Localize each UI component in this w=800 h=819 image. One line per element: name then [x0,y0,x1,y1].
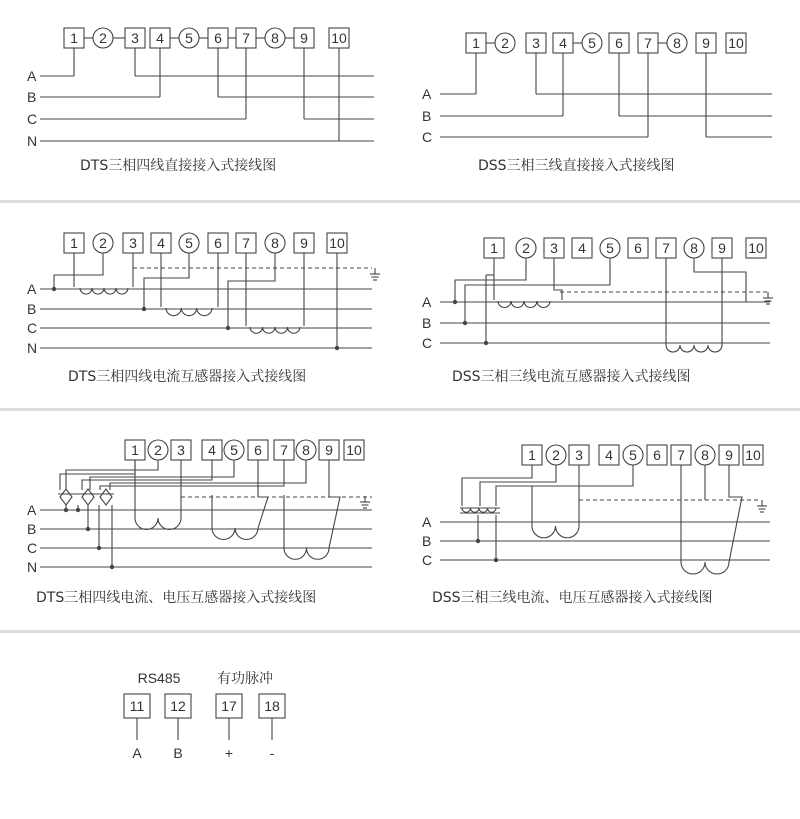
pulse-output-title: 有功脉冲 [217,670,273,686]
aux-label-1: A [132,745,142,761]
dts-ct-terminal-8 [265,233,285,253]
terminal-number: 3 [131,30,139,46]
dts-direct-terminal-4 [150,28,170,48]
wire [258,460,268,528]
terminal-number: 1 [70,30,78,46]
terminal-number: 9 [325,442,333,458]
dts-direct-terminal-1 [64,28,84,48]
junction-dot [453,300,457,304]
dts-ctpt-terminal-1 [125,440,145,460]
terminal-number: 8 [271,235,279,251]
terminal-number: 10 [331,30,347,46]
terminal-number: 5 [629,447,637,463]
dss-ct-terminal-4 [572,238,592,258]
pt-c-symbol [100,489,112,505]
terminal-number: 7 [644,35,652,51]
ct-coil-c [681,562,729,574]
wire [228,253,275,328]
diagram-caption-dts-direct: DTS三相四线直接接入式接线图 [80,158,277,174]
dss-ct-terminal-7 [656,238,676,258]
dts-direct-phase-label-B: B [27,89,37,105]
terminal-number: 2 [99,30,107,46]
ct-coil-a [135,518,181,530]
diagram-caption-dss-direct: DSS三相三线直接接入式接线图 [478,158,675,174]
wire [144,253,189,309]
dts-ctpt-terminal-6 [248,440,268,460]
dss-ct-terminal-9 [712,238,732,258]
terminal-number: 5 [606,240,614,256]
dts-ct-terminal-1 [64,233,84,253]
terminal-number: 5 [230,442,238,458]
ct-coil-a [532,526,579,538]
terminal-number: 7 [242,235,250,251]
diagram-caption-dts-ct: DTS三相四线电流互感器接入式接线图 [68,369,307,385]
dss-direct-terminal-8 [667,33,687,53]
dts-ctpt-phase-label-C: C [27,540,38,556]
terminal-number: 7 [677,447,685,463]
terminal-number: 18 [264,698,280,714]
dts-ctpt-terminal-2 [148,440,168,460]
dss-direct-terminal-3 [526,33,546,53]
dts-ct-terminal-3 [123,233,143,253]
junction-dot [76,508,80,512]
terminal-number: 7 [662,240,670,256]
rs485-title: RS485 [137,670,181,686]
dss-ctpt-terminal-5 [623,445,643,465]
terminal-number: 1 [490,240,498,256]
dts-ct-phase-label-B: B [27,301,37,317]
terminal-number: 6 [615,35,623,51]
wire [496,465,633,506]
terminal-number: 4 [559,35,567,51]
terminal-number: 3 [575,447,583,463]
junction-dot [335,346,339,350]
terminal-number: 2 [154,442,162,458]
dts-direct-terminal-2 [93,28,113,48]
dss-ct-terminal-2 [516,238,536,258]
dts-ct-terminal-4 [151,233,171,253]
wire [100,460,284,490]
ct-coil-c [284,548,329,559]
dss-direct-terminal-5 [582,33,602,53]
terminal-number: 7 [280,442,288,458]
junction-dot [110,565,114,569]
dts-ctpt-terminal-5 [224,440,244,460]
wire [54,253,103,289]
terminal-number: 10 [748,240,764,256]
terminal-number: 1 [70,235,78,251]
diagram-caption-dss-ct: DSS三相三线电流互感器接入式接线图 [452,369,691,385]
dts-ctpt-terminal-8 [296,440,316,460]
junction-dot [494,558,498,562]
terminal-number: 2 [552,447,560,463]
junction-dot [97,546,101,550]
terminal-number: 9 [725,447,733,463]
dss-ct-terminal-6 [628,238,648,258]
dts-ctpt-terminal-4 [202,440,222,460]
terminal-number: 6 [214,235,222,251]
terminal-number: 6 [653,447,661,463]
junction-dot [476,539,480,543]
terminal-number: 12 [170,698,186,714]
wire [455,258,526,302]
aux-label-4: - [269,745,275,761]
dss-direct-phase-label-A: A [422,86,432,102]
dss-ctpt-phase-label-A: A [422,514,432,530]
terminal-number: 6 [214,30,222,46]
terminal-number: 10 [329,235,345,251]
dts-direct-terminal-7 [236,28,256,48]
wire [554,258,562,300]
dts-direct-terminal-5 [179,28,199,48]
dss-ctpt-terminal-7 [671,445,691,465]
dss-ctpt-terminal-6 [647,445,667,465]
dts-ct-phase-label-A: A [27,281,37,297]
dts-ctpt-phase-label-N: N [27,559,38,575]
dts-ct-terminal-7 [236,233,256,253]
ct-coil-c [666,345,722,352]
dss-ct-terminal-3 [544,238,564,258]
dts-direct-phase-label-N: N [27,133,38,149]
dts-direct-terminal-8 [265,28,285,48]
dss-ct-terminal-5 [600,238,620,258]
dts-direct-phase-label-A: A [27,68,37,84]
terminal-number: 9 [718,240,726,256]
dss-direct-phase-label-C: C [422,129,433,145]
wire [694,258,746,302]
dss-ct-terminal-8 [684,238,704,258]
dss-direct-terminal-7 [638,33,658,53]
dss-ct-phase-label-B: B [422,315,432,331]
dss-ct-terminal-1 [484,238,504,258]
junction-dot [86,527,90,531]
terminal-number: 9 [300,235,308,251]
terminal-number: 3 [550,240,558,256]
terminal-number: 1 [131,442,139,458]
dss-ctpt-terminal-9 [719,445,739,465]
junction-dot [226,326,230,330]
wire [465,258,610,323]
dts-ctpt-terminal-9 [319,440,339,460]
dss-direct-terminal-10 [726,33,746,53]
dts-direct-terminal-9 [294,28,314,48]
pt-b-symbol [82,489,94,505]
dts-direct-phase-label-C: C [27,111,38,127]
terminal-number: 10 [346,442,362,458]
terminal-number: 4 [157,235,165,251]
terminal-number: 6 [634,240,642,256]
dss-ct-phase-label-A: A [422,294,432,310]
dss-direct-terminal-1 [466,33,486,53]
junction-dot [463,321,467,325]
dts-ctpt-terminal-7 [274,440,294,460]
terminal-number: 2 [522,240,530,256]
terminal-number: 5 [185,30,193,46]
pt-a-symbol [60,489,72,505]
terminal-number: 8 [701,447,709,463]
ct-coil-b [212,528,258,540]
dts-ctpt-phase-label-B: B [27,521,37,537]
dts-ct-terminal-5 [179,233,199,253]
terminal-number: 11 [129,698,145,714]
dss-ctpt-terminal-8 [695,445,715,465]
terminal-number: 3 [532,35,540,51]
dss-ctpt-terminal-2 [546,445,566,465]
aux-terminal-17 [216,694,242,718]
terminal-number: 4 [208,442,216,458]
dts-direct-terminal-6 [208,28,228,48]
dts-ct-phase-label-N: N [27,340,38,356]
dss-ctpt-terminal-1 [522,445,542,465]
junction-dot [142,307,146,311]
dts-direct-terminal-3 [125,28,145,48]
terminal-number: 2 [99,235,107,251]
terminal-number: 2 [501,35,509,51]
pt-coil [462,508,496,512]
dts-ct-phase-label-C: C [27,320,38,336]
dts-direct-terminal-10 [329,28,349,48]
terminal-number: 9 [702,35,710,51]
junction-dot [52,287,56,291]
aux-label-2: B [173,745,183,761]
dss-direct-terminal-2 [495,33,515,53]
wire [729,465,742,562]
dss-ctpt-terminal-3 [569,445,589,465]
terminal-number: 8 [302,442,310,458]
terminal-number: 9 [300,30,308,46]
terminal-number: 7 [242,30,250,46]
dss-ct-phase-label-C: C [422,335,433,351]
wire [329,460,340,548]
dts-ctpt-phase-label-A: A [27,502,37,518]
junction-dot [64,508,68,512]
junction-dot [484,341,488,345]
dts-ct-terminal-6 [208,233,228,253]
dts-ct-terminal-10 [327,233,347,253]
terminal-number: 4 [605,447,613,463]
terminal-number: 1 [472,35,480,51]
aux-terminal-11 [124,694,150,718]
terminal-number: 3 [129,235,137,251]
dss-ctpt-phase-label-B: B [422,533,432,549]
terminal-number: 6 [254,442,262,458]
terminal-number: 5 [588,35,596,51]
aux-terminal-18 [259,694,285,718]
dts-ctpt-terminal-10 [344,440,364,460]
terminal-number: 10 [745,447,761,463]
terminal-number: 5 [185,235,193,251]
dss-ctpt-terminal-4 [599,445,619,465]
terminal-number: 8 [271,30,279,46]
diagram-caption-dss-ct-pt: DSS三相三线电流、电压互感器接入式接线图 [432,590,713,606]
terminal-number: 17 [221,698,237,714]
dts-ct-terminal-2 [93,233,113,253]
dss-ct-terminal-10 [746,238,766,258]
terminal-number: 3 [177,442,185,458]
dss-ctpt-phase-label-C: C [422,552,433,568]
aux-label-3: + [224,745,234,761]
dss-direct-terminal-9 [696,33,716,53]
dts-ctpt-terminal-3 [171,440,191,460]
dss-direct-phase-label-B: B [422,108,432,124]
terminal-number: 4 [578,240,586,256]
aux-terminal-12 [165,694,191,718]
dts-ct-terminal-9 [294,233,314,253]
dss-ctpt-terminal-10 [743,445,763,465]
terminal-number: 8 [673,35,681,51]
dss-direct-terminal-6 [609,33,629,53]
terminal-number: 1 [528,447,536,463]
diagram-caption-dts-ct-pt: DTS三相四线电流、电压互感器接入式接线图 [36,590,317,606]
dss-direct-terminal-4 [553,33,573,53]
terminal-number: 4 [156,30,164,46]
terminal-number: 10 [728,35,744,51]
terminal-number: 8 [690,240,698,256]
